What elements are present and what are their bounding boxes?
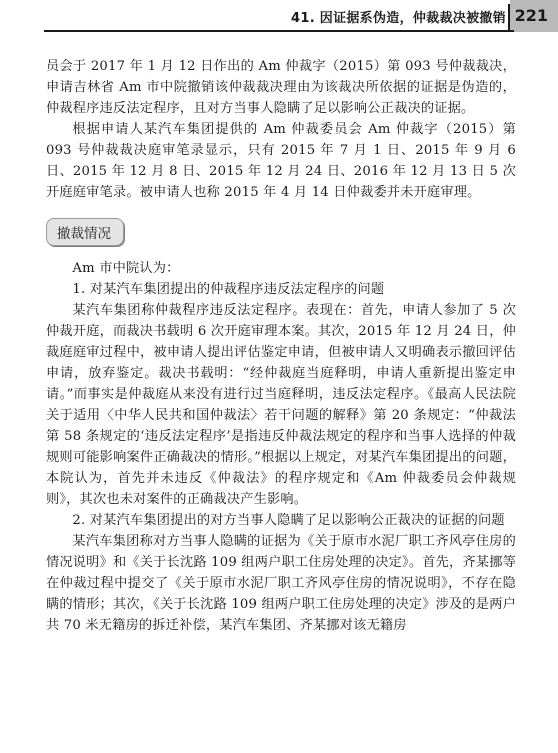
- paragraph-issue-1-body: 某汽车集团称仲裁程序违反法定程序。表现在：首先，申请人参加了 5 次仲裁开庭，而裁决书载明 6 次开庭审理本案。其次，2015 年 12 月 24 日，仲裁庭庭审过程中，被申请人提出评估鉴定申请，但被申请人又明确表示撤回评估申请，放弃鉴定。裁决书载明：“经仲裁庭当庭释明，申请人重新提出鉴定申请。”而事实是仲裁庭从来没有进行过当庭释明，违反法定程序。《最高人民法院关于适用〈中华人民共和国仲裁法〉若干问题的解释》第 20 条规定：“仲裁法第 58 条规定的‘违反法定程序’是指违反仲裁法规定的程序和当事人选择的仲裁规则可能影响案件正确裁决的情形。”根据以上规定，对某汽车集团提出的问题，本院认为，首先并未违反《仲裁法》的程序规定和《Am 仲裁委员会仲裁规则》，其次也未对案件的正确裁决产生影响。: [46, 303, 516, 507]
- paragraph-court-opinion-intro: Am 市中院认为：: [72, 261, 180, 276]
- paragraph-transcript: 根据申请人某汽车集团提供的 Am 仲裁委员会 Am 仲裁字（2015）第 093 号仲裁裁决庭审笔录显示，只有 2015 年 7 月 1 日、2015 年 9 月 6 日、2015 年 12 月 8 日、2015 年 12 月 24 日、2016 年 12 月 13 日 5 次开庭庭审笔录。被申请人也称 2015 年 4 月 14 日仲裁委并未开庭审理。: [46, 122, 516, 200]
- page-number: 221: [514, 6, 548, 25]
- page-header: [0, 0, 558, 34]
- page-number-box: [510, 0, 558, 32]
- paragraph-continued: 员会于 2017 年 1 月 12 日作出的 Am 仲裁字（2015）第 093 号仲裁裁决，申请吉林省 Am 市中院撤销该仲裁裁决理由为该裁决所依据的证据是伪造的，仲裁程序违反法定程序，且对方当事人隐瞒了足以影响公正裁决的证据。: [46, 59, 516, 116]
- header-rule: [44, 30, 514, 32]
- paragraph-issue-2-body: 某汽车集团称对方当事人隐瞒的证据为《关于原市水泥厂职工齐风亭住房的情况说明》和《关于长沈路 109 组两户职工住房处理的决定》。首先，齐某挪等在仲裁过程中提交了《关于原市水泥厂职工齐风亭住房的情况说明》，不存在隐瞒的情形；其次，《关于长沈路 109 组两户职工住房处理的决定》涉及的是两户共 70 米无籍房的拆迁补偿，某汽车集团、齐某挪对该无籍房: [46, 534, 516, 633]
- paragraph-issue-2-heading: 2. 对某汽车集团提出的对方当事人隐瞒了足以影响公正裁决的证据的问题: [72, 513, 505, 528]
- paragraph-issue-1-heading: 1. 对某汽车集团提出的仲裁程序违反法定程序的问题: [72, 282, 385, 297]
- section-heading-tab: 撤裁情况: [46, 218, 124, 246]
- page-content: [46, 56, 516, 636]
- chapter-title: 41. 因证据系伪造，仲裁裁决被撤销: [291, 11, 506, 26]
